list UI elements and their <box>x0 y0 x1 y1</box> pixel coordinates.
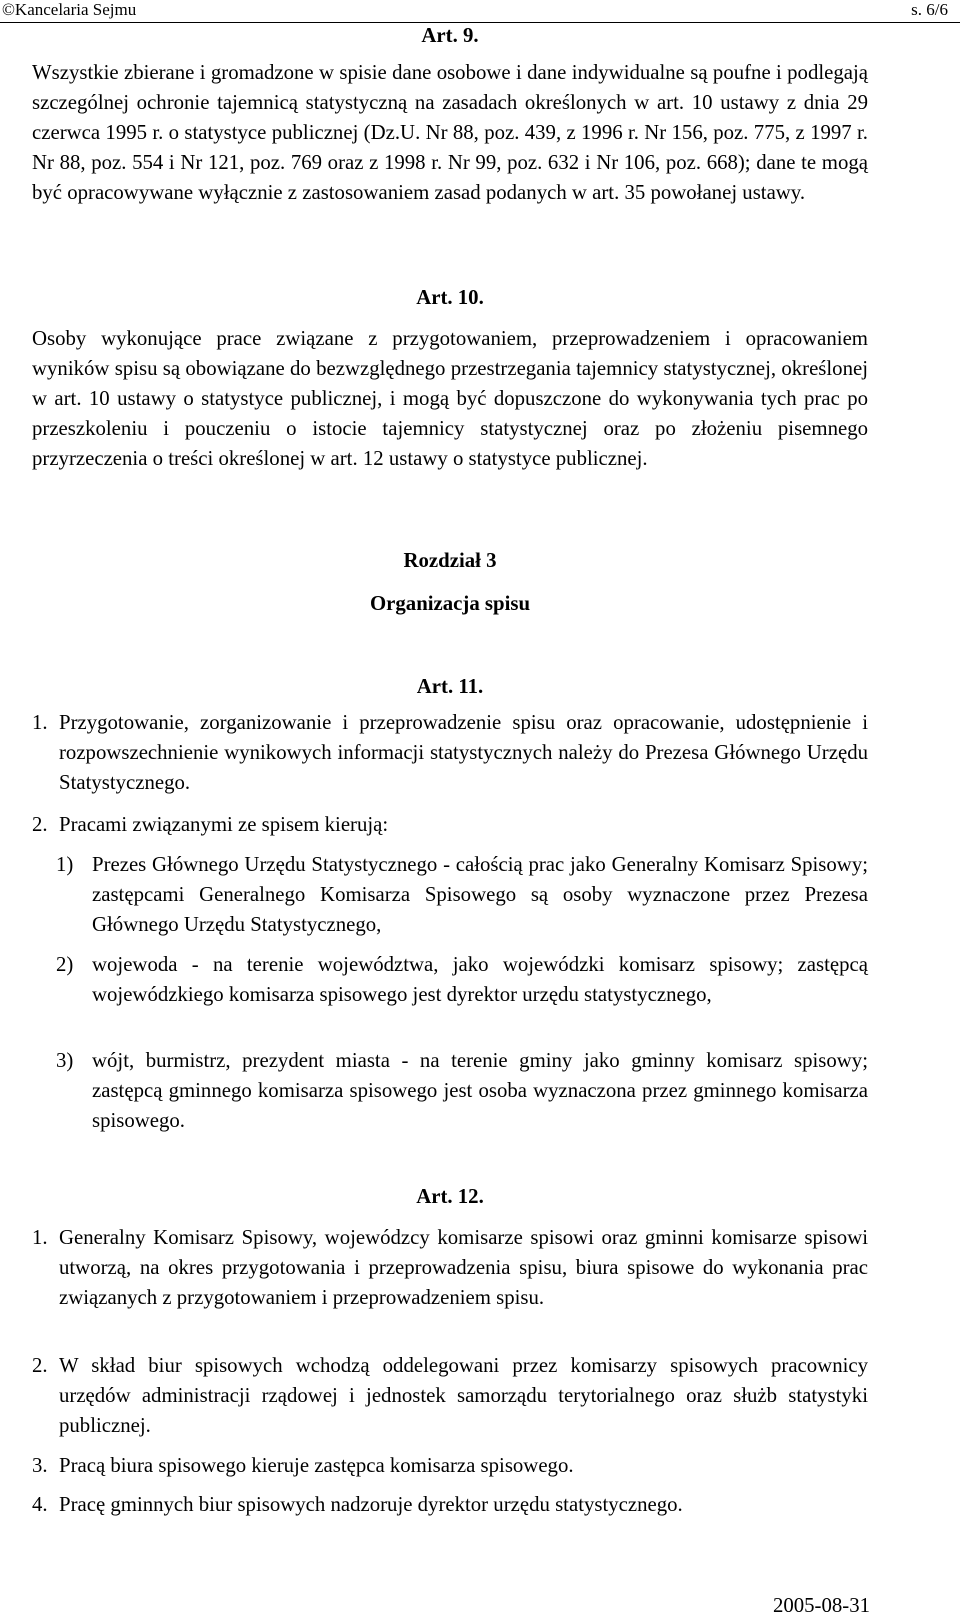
item-number: 4. <box>32 1493 48 1516</box>
art12-item-2 <box>32 1351 868 1441</box>
item-text: Pracą biura spisowego kieruje zastępca komisarza spisowego. <box>59 1454 574 1477</box>
art11-subitem-3 <box>56 1046 868 1136</box>
document-date: 2005-08-31 <box>772 1594 870 1617</box>
page-header <box>0 0 960 26</box>
item-number: 3. <box>32 1454 48 1477</box>
art11-item-1 <box>32 708 868 798</box>
subitem-text: Prezes Głównego Urzędu Statystycznego - całością prac jako Generalny Komisarz Spisowy; zastępcami Generalnego Komisarza Spisowego są osoby wyznaczone przez Prezesa Głównego Urzędu Statystycznego, <box>92 853 868 936</box>
page-number: s. 6/6 <box>911 0 948 19</box>
art11-subitem-1 <box>56 850 868 940</box>
subitem-number: 3) <box>56 1049 74 1072</box>
art11-item-2 <box>32 810 868 840</box>
item-text: Pracami związanymi ze spisem kierują: <box>59 813 389 836</box>
header-divider <box>0 22 960 23</box>
item-text: Przygotowanie, zorganizowanie i przeprowadzenie spisu oraz opracowanie, udostępnienie i rozpowszechnienie wynikowych informacji statystycznych należy do Prezesa Głównego Urzędu Statystycznego. <box>59 711 868 794</box>
item-text: Generalny Komisarz Spisowy, wojewódzcy komisarze spisowi oraz gminni komisarze spisowi utworzą, na okres przygotowania i przeprowadzenia spisu, biura spisowe do wykonania prac związanych z przygotowaniem i przeprowadzeniem spisu. <box>59 1226 868 1309</box>
art11-subitem-2 <box>56 950 868 1010</box>
art9-title: Art. 9. <box>421 24 479 47</box>
subitem-number: 2) <box>56 953 74 976</box>
art10-text: Osoby wykonujące prace związane z przygotowaniem, przeprowadzeniem i opracowaniem wyników spisu są obowiązane do bezwzględnego przestrzegania tajemnicy statystycznej, określonej w art. 10 ustawy o statystyce publicznej, i mogą być dopuszczone do wykonywania tych prac po przeszkoleniu i pouczeniu o istocie tajemnicy statystycznej oraz po złożeniu pisemnego przyrzeczenia o treści określonej w art. 12 ustawy o statystyce publicznej. <box>32 327 868 470</box>
item-text: W skład biur spisowych wchodzą oddelegowani przez komisarzy spisowych pracownicy urzędów administracji rządowej i jednostek samorządu terytorialnego oraz służb statystyki publicznej. <box>59 1354 868 1437</box>
art12-title: Art. 12. <box>416 1185 484 1208</box>
copyright-label: ©Kancelaria Sejmu <box>2 0 137 19</box>
chapter-number: Rozdział 3 <box>403 549 497 572</box>
chapter-title: Organizacja spisu <box>369 592 531 615</box>
item-number: 2. <box>32 813 48 836</box>
subitem-text: wójt, burmistrz, prezydent miasta - na terenie gminy jako gminny komisarz spisowy; zastępcą gminnego komisarza spisowego jest osoba wyznaczona przez gminnego komisarza spisowego. <box>92 1049 868 1132</box>
subitem-text: wojewoda - na terenie województwa, jako wojewódzki komisarz spisowy; zastępcą wojewódzkiego komisarza spisowego jest dyrektor urzędu statystycznego, <box>92 953 868 1006</box>
subitem-number: 1) <box>56 853 74 876</box>
art9-text: Wszystkie zbierane i gromadzone w spisie dane osobowe i dane indywidualne są poufne i podlegają szczególnej ochronie tajemnicą statystyczną na zasadach określonych w art. 10 ustawy z dnia 29 czerwca 1995 r. o statystyce publicznej (Dz.U. Nr 88, poz. 439, z 1996 r. Nr 156, poz. 775, z 1997 r. Nr 88, poz. 554 i Nr 121, poz. 769 oraz z 1998 r. Nr 99, poz. 632 i Nr 106, poz. 668); dane te mogą być opracowywane wyłącznie z zastosowaniem zasad podanych w art. 35 powołanej ustawy. <box>32 61 868 204</box>
art12-item-4 <box>32 1490 868 1520</box>
item-number: 1. <box>32 711 48 734</box>
art10-title: Art. 10. <box>416 286 484 309</box>
item-text: Pracę gminnych biur spisowych nadzoruje dyrektor urzędu statystycznego. <box>59 1493 683 1516</box>
item-number: 2. <box>32 1354 48 1377</box>
art12-item-1 <box>32 1223 868 1313</box>
art11-title: Art. 11. <box>416 675 484 698</box>
art12-item-3 <box>32 1451 868 1481</box>
item-number: 1. <box>32 1226 48 1249</box>
